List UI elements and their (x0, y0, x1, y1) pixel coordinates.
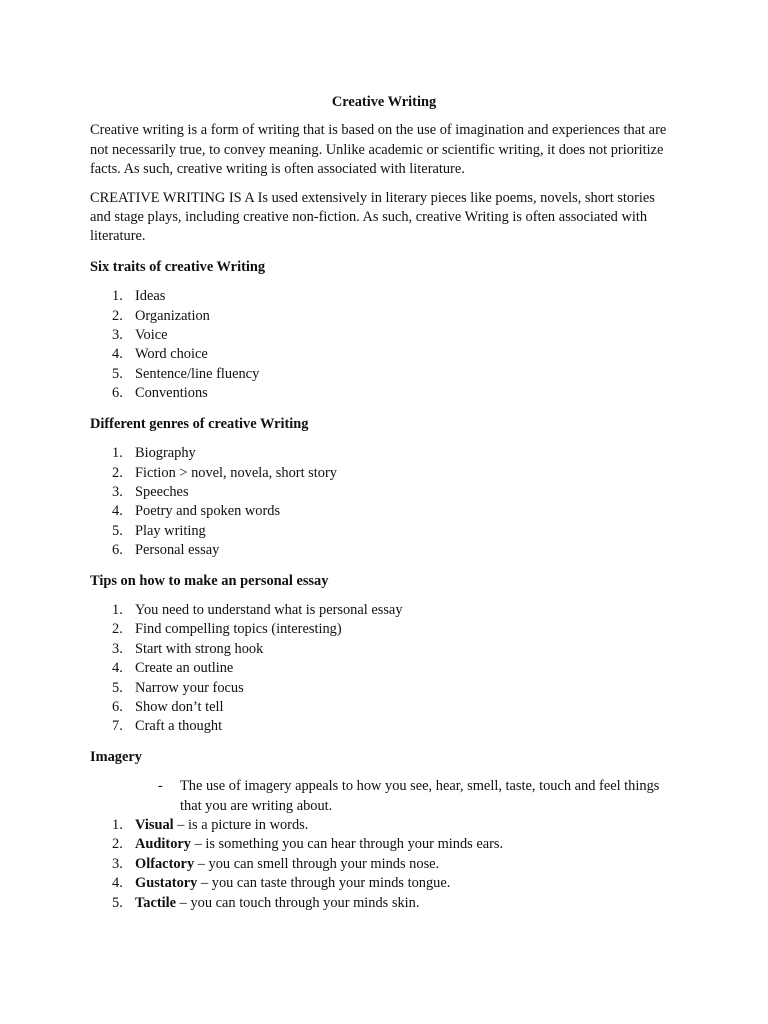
list-item: 4. Poetry and spoken words (112, 503, 281, 520)
traits-heading: Six traits of creative Writing (90, 258, 266, 275)
imagery-term: Auditory (135, 836, 191, 853)
imagery-heading: Imagery (90, 748, 142, 765)
list-item: 3. Voice (112, 327, 168, 344)
genres-list (90, 444, 678, 560)
document-title: Creative Writing (331, 94, 437, 110)
list-item: 1. Visual – is a picture in words. (112, 817, 309, 833)
list-item: 5. Narrow your focus (112, 679, 244, 696)
imagery-note (90, 777, 678, 816)
list-item: 3. Speeches (112, 483, 189, 500)
tips-heading: Tips on how to make an personal essay (90, 572, 329, 589)
list-item: 5. Tactile – you can touch through your minds skin. (112, 894, 420, 911)
list-item: 5. Play writing (112, 522, 206, 539)
list-item: 4. Create an outline (112, 660, 234, 677)
list-item: 1. You need to understand what is personal essay (112, 601, 403, 618)
imagery-list (90, 816, 678, 913)
list-item: 4. Word choice (112, 346, 208, 363)
genres-heading: Different genres of creative Writing (90, 415, 309, 432)
list-item: 2. Auditory – is something you can hear through your minds ears. (112, 836, 504, 853)
list-item: 6. Personal essay (112, 542, 220, 559)
list-item: 2. Fiction > novel, novela, short story (112, 464, 337, 481)
list-item: 1. Ideas (112, 288, 166, 305)
list-item: 6. Conventions (112, 385, 208, 402)
imagery-term: Visual (135, 817, 174, 833)
list-item: 6. Show don’t tell (112, 698, 224, 715)
list-item: 1. Biography (112, 445, 196, 462)
list-item: 5. Sentence/line fluency (112, 365, 260, 382)
imagery-note-text: The use of imagery appeals to how you see, hear, smell, taste, touch and feel things that you are writing about. (180, 778, 660, 814)
list-item: 3. Start with strong hook (112, 640, 264, 657)
tips-list (90, 601, 678, 737)
list-item: 4. Gustatory – you can taste through your minds tongue. (112, 875, 451, 892)
definition-paragraph: CREATIVE WRITING IS A Is used extensively in literary pieces like poems, novels, short stories and stage plays, including creative non-fiction. As such, creative Writing is often associated with literature. (90, 189, 655, 245)
imagery-term: Gustatory (135, 875, 198, 892)
list-item: 3. Olfactory – you can smell through your minds nose. (112, 855, 440, 872)
imagery-term: Olfactory (135, 855, 195, 872)
traits-list (90, 287, 678, 403)
list-item: 2. Find compelling topics (interesting) (112, 621, 342, 638)
intro-paragraph: Creative writing is a form of writing that is based on the use of imagination and experiences that are not necessarily true, to convey meaning. Unlike academic or scientific writing, it does not prioritize facts. As such, creative writing is often associated with literature. (90, 122, 667, 178)
dash-marker: - (158, 778, 163, 795)
list-item: 2. Organization (112, 307, 210, 324)
imagery-term: Tactile (135, 894, 177, 911)
list-item: 7. Craft a thought (112, 718, 223, 735)
